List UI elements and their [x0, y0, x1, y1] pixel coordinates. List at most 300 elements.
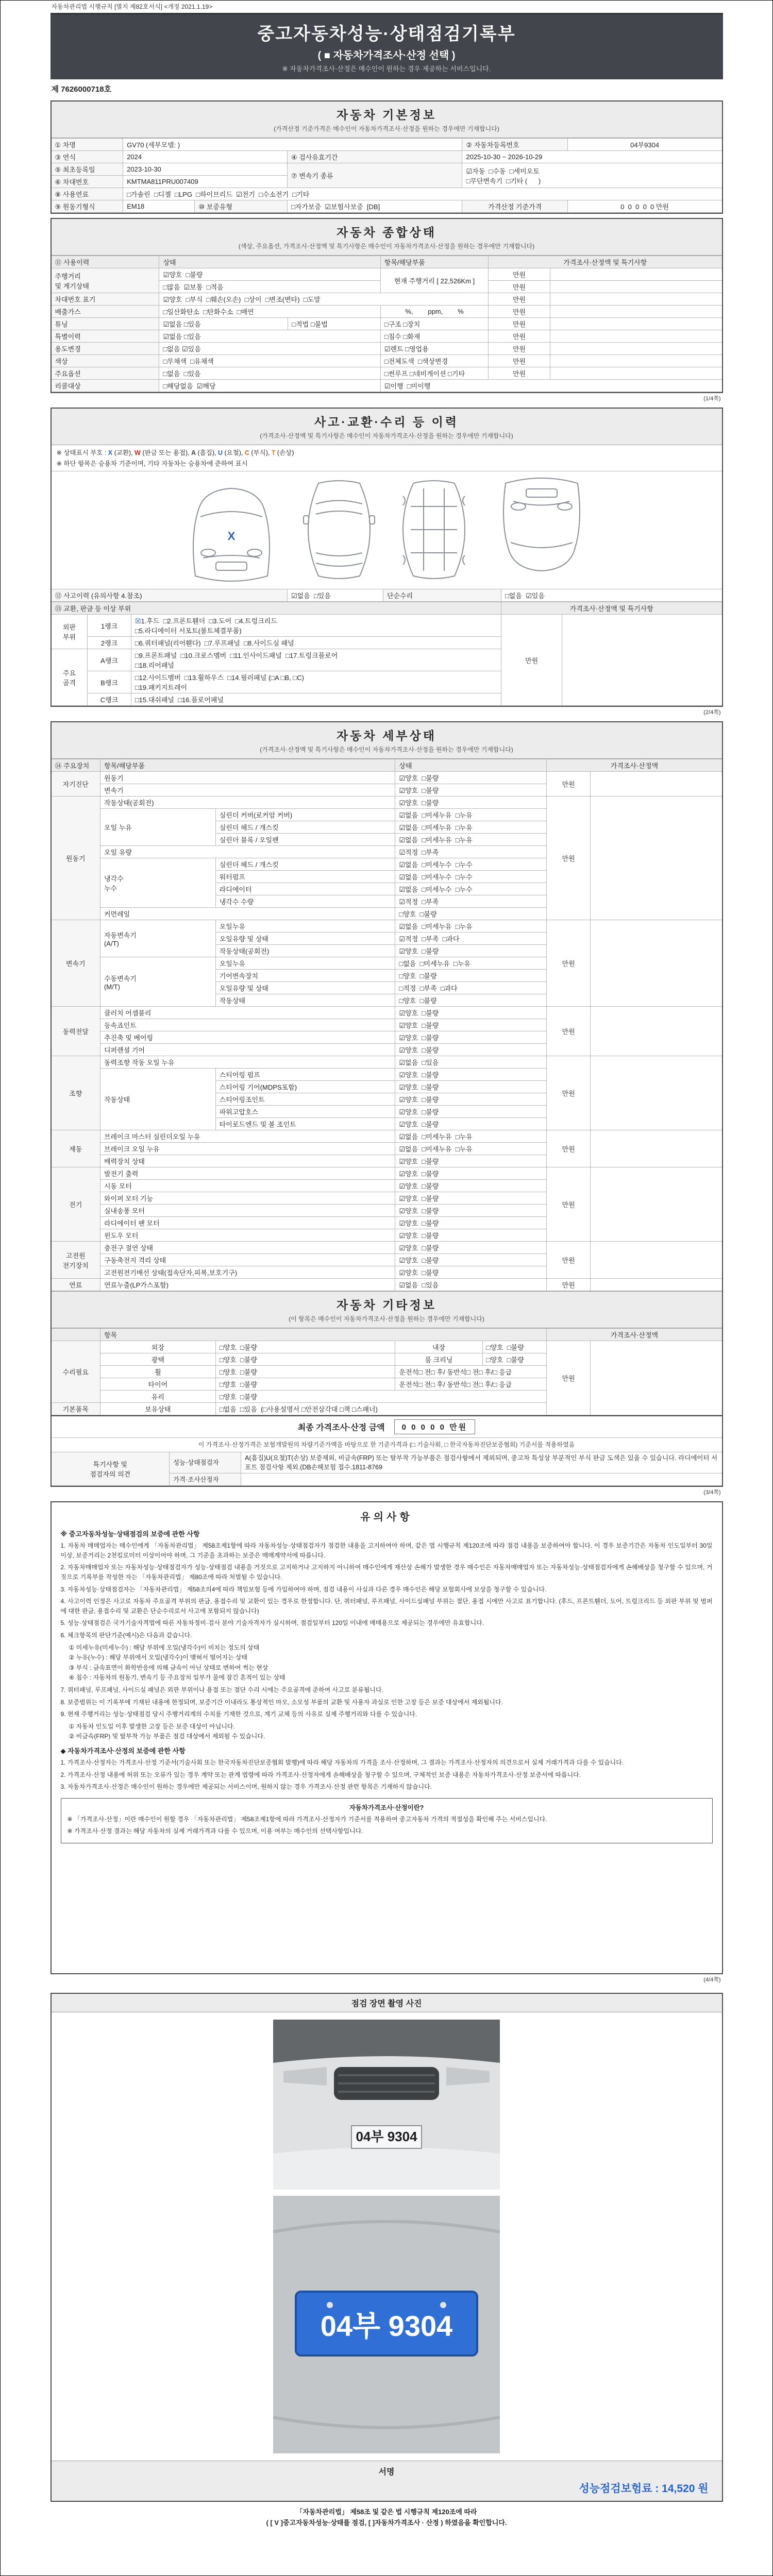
table-cell: 고전원 전기장치 [52, 1242, 100, 1279]
table-cell: C랭크 [88, 693, 131, 706]
checkbox-group-cell[interactable]: ☑없음 □미세누유 □누유 [395, 1130, 547, 1143]
checkbox-group-cell[interactable]: □양호 □불량 [215, 1391, 547, 1403]
confirmation-footer [51, 2507, 723, 2529]
notice-item: 3. 자동차가격조사·산정은 매수인이 원하는 경우에만 제공되는 서비스이며, 원하지 않는 경우 가격조사·산정 관련 항목은 기재하지 않습니다. [60, 1783, 432, 1791]
checkbox-group-cell[interactable]: ☑없음 □미세누유 □누유 [395, 834, 547, 846]
checkbox-group-cell[interactable]: ☑양호 □불량 [395, 1106, 547, 1118]
state-code-label: (흠집), [196, 449, 218, 456]
notice-sub-item: ① 미세누유(미세누수) : 해당 부위에 오일(냉각수)이 비치는 정도의 상태 [69, 1643, 260, 1651]
checkbox-group-cell[interactable]: ☑양호 □불량 [395, 784, 547, 796]
table-cell: 고전원전기배선 상태(접속단자,피복,보호기구) [100, 1266, 395, 1279]
final-price-row [52, 1415, 722, 1437]
table-cell: 전기 [52, 1167, 100, 1242]
checkbox-group-cell[interactable]: ☑양호 □불량 [395, 1044, 547, 1056]
final-price-label: 최종 가격조사·산정 금액 [297, 1423, 385, 1432]
table-cell: 와이퍼 모터 기능 [100, 1192, 395, 1205]
table-cell [550, 367, 721, 380]
checkbox-group-cell[interactable]: □썬루프 □네비게이션 □기타 [380, 367, 488, 380]
table-cell: 외장 [100, 1341, 215, 1353]
photo-plate-closeup [273, 2196, 500, 2453]
document-masthead [51, 13, 723, 79]
section-etc-header [52, 1291, 722, 1328]
checkbox-group-cell[interactable]: □해당없음 ☑해당 [159, 380, 380, 392]
table-cell: 가격·조사산정자 [169, 1473, 241, 1486]
table-row [52, 615, 722, 637]
checkbox-group-cell[interactable]: ☑양호 □불량 [395, 1093, 547, 1106]
notice-sub-item: ② 누유(누수) : 해당 부위에서 오일(냉각수)이 맺혀서 떨어지는 상태 [69, 1654, 248, 1662]
checkbox-group-cell[interactable]: ☑양호 □불량 [395, 1155, 547, 1167]
checkbox-group-cell[interactable]: □많음 ☑보통 □적음 [159, 281, 380, 293]
table-cell: 타이로드엔드 및 볼 조인트 [215, 1118, 395, 1130]
section-etc-title: 자동차 기타정보 [337, 1298, 436, 1312]
checkbox-group-cell[interactable]: ☑없음 □있음 [159, 318, 288, 330]
table-cell: 기어변속장치 [215, 970, 395, 982]
basic-info-table [52, 138, 722, 213]
notice-item: 5. 성능·상태점검은 국가기술자격법에 따른 자동차정비·검사 분야 기술자격자가 실시하며, 점검일부터 120일 이내에 매매용으로 제공되는 경우에만 유효합니다. [60, 1619, 484, 1627]
table-cell: 2025-10-30 ~ 2026-10-29 [462, 151, 722, 163]
section-overall-state [51, 218, 723, 393]
table-cell: 오일유량 및 상태 [215, 982, 395, 994]
detail-state-table [52, 759, 722, 1291]
checkbox-group-cell[interactable]: 운전석□ 전□ 후/ 동반석□ 전□ 후/□ 응급 [395, 1366, 547, 1378]
page-marker-1: (1/4쪽) [703, 396, 721, 402]
section-basic-info [51, 100, 723, 214]
table-row [52, 268, 722, 281]
checkbox-group-cell[interactable]: □없음 □있음 [159, 367, 380, 380]
table-cell: 가격조사·산정액 [547, 1329, 722, 1341]
section-overall-title: 자동차 종합상태 [337, 226, 436, 239]
checkbox-group-cell[interactable]: ☑양호 □불량 [395, 1007, 547, 1019]
table-cell: ③ 연식 [52, 151, 123, 163]
table-row [52, 920, 722, 933]
table-cell: 광택 [100, 1353, 215, 1366]
checkbox-group-cell[interactable]: ☑양호 □불량 [395, 1167, 547, 1180]
table-cell: 보유상태 [100, 1403, 215, 1415]
table-cell: A랭크 [88, 649, 131, 671]
checkbox-group-cell[interactable]: ☑양호 □불량 [395, 796, 547, 809]
checkbox-group-cell[interactable]: □양호 □불량 [215, 1366, 395, 1378]
checkbox-group-cell[interactable]: ☑적정 □부족 □과다 [395, 933, 547, 945]
checkbox-group-cell[interactable]: □일산화탄소 □탄화수소 □매연 [159, 306, 380, 318]
table-cell: 특기사항 및 점검자의 의견 [52, 1452, 170, 1486]
checkbox-group-cell[interactable]: ☑렌트 □영업용 [380, 343, 488, 355]
table-row [52, 256, 722, 268]
checkbox-group-cell[interactable]: ☑양호 □불량 [395, 1229, 547, 1242]
state-code-label: (손상) [275, 449, 294, 456]
table-row [52, 306, 722, 318]
signature-band [52, 2461, 722, 2501]
section-notices [51, 1501, 723, 1974]
state-code-legend [52, 445, 722, 458]
checkbox-group-cell[interactable]: ☑없음 □미세누수 □누수 [395, 883, 547, 895]
notice-item: 7. 쿼터패널, 루프패널, 사이드실 패널은 외판 부위이나 용접 또는 절단 수리 시에는 주요골격에 준하여 사고로 분류됩니다. [60, 1686, 383, 1693]
table-cell: 실린더 헤드 / 개스킷 [215, 821, 395, 834]
table-cell: 주행거리 및 계기상태 [52, 268, 159, 293]
table-cell: 만원 [547, 1056, 591, 1130]
table-cell [550, 281, 721, 293]
document-number: 제 7626000718호 [51, 85, 112, 94]
checkbox-group-cell[interactable]: ☑없음 □있음 [287, 589, 383, 602]
table-cell: 실린더 블록 / 오일팬 [215, 834, 395, 846]
table-cell: 룸 크리닝 [395, 1353, 482, 1366]
section-accident-title: 사고·교환·수리 등 이력 [314, 415, 459, 429]
table-cell [550, 293, 721, 306]
checkbox-group-cell[interactable]: □양호 □불량 [395, 994, 547, 1007]
table-cell [52, 1329, 100, 1341]
table-cell: 작동상태 [100, 1069, 215, 1130]
checkbox-group-cell[interactable]: ☑양호 □불량 [395, 1192, 547, 1205]
section-basic-title: 자동차 기본정보 [337, 108, 436, 122]
checkbox-group-cell[interactable]: □양호 □불량 [482, 1341, 547, 1353]
checkbox-group-cell[interactable]: ☑양호 □불량 [395, 1205, 547, 1217]
checkbox-group-cell[interactable]: ☑적정 □부족 [395, 846, 547, 858]
checkbox-group-cell[interactable]: ☑양호 □불량 [395, 1031, 547, 1044]
checkbox-group-cell[interactable]: □전체도색 □색상변경 [380, 355, 488, 367]
table-row [52, 1452, 722, 1473]
table-cell: 만원 [489, 293, 550, 306]
table-row [52, 602, 722, 615]
table-cell: 만원 [489, 281, 550, 293]
checkbox-group-cell[interactable]: ☑양호 □불량 [395, 1069, 547, 1081]
checkbox-group-cell[interactable]: □자가보증 ☑보험사보증 [DB] [287, 200, 462, 213]
checkbox-group-cell[interactable]: ☑이행 □미이행 [380, 380, 721, 392]
x-exchange-checkbox[interactable]: ☒ [135, 617, 141, 625]
etc-info-table [52, 1328, 722, 1415]
checkbox-group-cell[interactable]: ☑없음 □미세누수 □누수 [395, 871, 547, 883]
notice-item: 4. 사고이력 인정은 사고로 자동차 주요골격 부위의 판금, 용접수리 및 교환이 있는 경우로 한정합니다. 단, 쿼터패널, 루프패널, 사이드실패널 부위는 절단, 용접 시에만 사고로 표기합니다. (후드, 프론트휀더, 도어, 트렁크리드 등 외판 부위 및 범퍼에 대한 판금, 용접수리 및 교환은 단순수리로서 사고에 포함되지 않습니다) [60, 1598, 713, 1615]
table-cell: 만원 [547, 796, 591, 920]
table-cell: 04부9304 [567, 139, 721, 151]
checkbox-group-cell[interactable]: ☑양호 □불량 [395, 1081, 547, 1093]
table-row [52, 151, 722, 163]
table-row [52, 1130, 722, 1143]
table-cell: 항목 [100, 1329, 546, 1341]
checkbox-group-cell[interactable]: □가솔린 □디젤 □LPG □하이브리드 ☑전기 □수소전기 □기타 [123, 188, 722, 200]
table-cell: 연료누출(LP가스포함) [100, 1279, 395, 1291]
page-marker-2: (2/4쪽) [703, 709, 721, 716]
notice-item: 1. 가격조사·산정자는 가격조사·산정 기준서(기술사회 또는 한국자동차진단보증협회 발행)에 따라 해당 자동차의 가격을 조사·산정하며, 그 결과는 가격조사·산정자의 의견으로서 실제 거래가격과 다를 수 있습니다. [60, 1758, 624, 1766]
table-cell: 제동 [52, 1130, 100, 1167]
accident-summary-table [52, 589, 722, 602]
table-cell: ④ 검사유효기간 [287, 151, 462, 163]
section-accident-history [51, 408, 723, 707]
table-cell: 만원 [547, 1341, 591, 1415]
table-cell: ⑩ 보증유형 [195, 200, 288, 213]
table-cell: 항목/해당부품 [100, 759, 395, 772]
table-cell: 디퍼렌셜 기어 [100, 1044, 395, 1056]
notice-item: 1. 자동차 매매업자는 매수인에게 「자동차관리법」 제58조제1항에 따라 자동차성능·상태점검자가 점검한 내용을 고지하여야 하며, 같은 법 시행규칙 제120조에 따라 점검 내용을 보증하여야 합니다. 이 경우 보증기간은 자동차 인도일부터 30일 이상, 보증거리는 2천킬로미터 이상이어야 하며, 그 기준을 초과하는 보증은 매매계약서에 따릅니다. [60, 1542, 713, 1559]
checkbox-group-cell[interactable]: ☑양호 □불량 [159, 268, 380, 281]
checkbox-group-cell[interactable]: □양호 □불량 [215, 1378, 395, 1391]
table-cell: ⑭ 주요장치 [52, 759, 100, 772]
table-cell: 상태 [159, 256, 380, 268]
photo2-plate-text: 04부 9304 [320, 2310, 453, 2343]
table-cell: 가격조사·산정액 [547, 759, 722, 772]
table-cell [590, 1167, 721, 1242]
table-row [52, 589, 722, 602]
state-code-label: (부식), [249, 449, 272, 456]
state-code-label: (요철), [222, 449, 245, 456]
state-code-label: (교환), [112, 449, 135, 456]
table-cell: 자동변속기 (A/T) [100, 920, 215, 957]
table-row [52, 1341, 722, 1353]
table-cell: 실린더 헤드 / 개스킷 [215, 858, 395, 871]
table-row [52, 1242, 722, 1254]
table-cell [590, 796, 721, 920]
table-cell: 상태 [395, 759, 547, 772]
table-cell: 색상 [52, 355, 159, 367]
notice-sub-item: ① 자동차 인도일 이후 발생한 고장 등은 보증 대상이 아닙니다. [69, 1722, 235, 1730]
checkbox-group-cell[interactable]: ☑없음 □미세누유 □누유 [395, 1143, 547, 1155]
table-cell [241, 1473, 722, 1486]
checkbox-group-cell[interactable]: □무채색 □유채색 [159, 355, 380, 367]
state-code-letter: T [271, 449, 276, 456]
notice-item: 2. 가격조사·산정 내용에 허위 또는 오류가 있는 경우 계약 또는 관계 법령에 따라 가격조사·산정자에게 손해배상을 청구할 수 있으며, 구체적인 보증 내용은 자동차가격조사·산정 보증서에 따릅니다. [60, 1771, 581, 1778]
checkbox-group-cell[interactable]: 운전석□ 전□ 후/ 동반석□ 전□ 후/□ 응급 [395, 1378, 547, 1391]
table-cell [590, 1056, 721, 1130]
table-cell [590, 920, 721, 1007]
table-row [52, 330, 722, 343]
table-cell: 외판 부위 [52, 615, 88, 649]
checkbox-group-cell[interactable]: □양호 □불량 [482, 1353, 547, 1366]
table-cell: 용도변경 [52, 343, 159, 355]
checkbox-group-cell[interactable]: □9.프론트패널 □10.크로스멤버 □11.인사이드패널 □17.트렁크플로어 □18.리어패널 [131, 649, 501, 671]
checkbox-group-cell[interactable]: ☑양호 □불량 [395, 1217, 547, 1229]
table-cell: 특별이력 [52, 330, 159, 343]
table-cell: 오일 누유 [100, 809, 215, 846]
table-cell: 만원 [547, 1007, 591, 1056]
notice-sub-item: ④ 침수 : 자동차의 원동기, 변속기 등 주요장치 일부가 물에 잠긴 흔적이 있는 상태 [69, 1674, 285, 1682]
table-cell: 실린더 커버(로커암 커버) [215, 809, 395, 821]
checkbox-group-cell[interactable]: ☒1.후드 □2.프론트휀더 □3.도어 □4.트렁크리드 □5.라디에이터 서포트(볼트체결부품) [131, 615, 501, 637]
state-code-letter: A [191, 449, 196, 456]
page-marker-4: (4/4쪽) [703, 1977, 721, 1984]
table-cell: 냉각수 누수 [100, 858, 215, 908]
section-etc-sub: (이 항목은 매수인이 자동차가격조사·산정을 원하는 경우에만 기재합니다) [289, 1315, 484, 1323]
table-cell: %, ppm, % [380, 306, 488, 318]
notice-heading-2: ◆ 자동차가격조사·산정의 보증에 관한 사항 [60, 1747, 186, 1755]
table-cell: 작동상태 [215, 994, 395, 1007]
table-row [52, 1279, 722, 1291]
table-row [52, 1167, 722, 1180]
section-overall-sub: (색상, 주요옵션, 가격조사·산정액 및 특기사항은 매수인이 자동차가격조사·산정을 원하는 경우에만 기재합니다) [238, 243, 535, 250]
table-row [52, 355, 722, 367]
table-cell: KMTMA811PRU007409 [123, 176, 288, 188]
table-cell: 1랭크 [88, 615, 131, 637]
table-cell: 스티어링조인트 [215, 1093, 395, 1106]
table-cell: ⑨ 원동기형식 [52, 200, 123, 213]
table-cell: 구동축전지 격리 상태 [100, 1254, 395, 1266]
table-cell [550, 330, 721, 343]
table-cell: 시동 모터 [100, 1180, 395, 1192]
table-row [52, 343, 722, 355]
table-cell [590, 1279, 721, 1291]
table-cell: 차대번호 표기 [52, 293, 159, 306]
table-cell: EM18 [123, 200, 195, 213]
notice-items-pricing [61, 1758, 713, 1792]
panel-rank-table [52, 602, 722, 706]
table-cell: ⑪ 사용이력 [52, 256, 159, 268]
accident-note-2: ※ 하단 항목은 승용차 기준이며, 기타 자동차는 승용차에 준하여 표시 [56, 460, 248, 467]
checkbox-group-cell[interactable]: □없음 ☑있음 [501, 589, 721, 602]
table-row [52, 318, 722, 330]
state-code-letter: X [108, 449, 113, 456]
checkbox-group-cell[interactable]: □12.사이드멤버 □13.휠하우스 □14.필러패널 (□A □B, □C) □19.패키지트레이 [131, 671, 501, 693]
section-detail-state [51, 721, 723, 1487]
table-cell: 만원 [489, 367, 550, 380]
table-cell: 스티어링 기어(MDPS포함) [215, 1081, 395, 1093]
car-rear-top-view-diagram [490, 476, 593, 584]
checkbox-group-cell[interactable]: □적법 □불법 [288, 318, 381, 330]
table-cell: 자기진단 [52, 772, 100, 796]
table-cell: 커먼레일 [100, 908, 395, 920]
checkbox-group-cell[interactable]: □양호 □불량 [215, 1341, 395, 1353]
table-row [52, 1007, 722, 1019]
table-cell: ⑧ 사용연료 [52, 188, 123, 200]
checkbox-group-cell[interactable]: □구조 □장치 [380, 318, 488, 330]
price-definition-title: 자동차가격조사·산정이란? [349, 1804, 424, 1811]
signature-label[interactable]: 서명 [378, 2468, 395, 2477]
table-cell: 실내송풍 모터 [100, 1205, 395, 1217]
checkbox-group-cell[interactable]: ☑양호 □불량 [395, 1019, 547, 1031]
checkbox-group-cell[interactable]: ☑양호 □불량 [395, 1118, 547, 1130]
checkbox-group-cell[interactable]: ☑없음 □있음 [159, 330, 380, 343]
checkbox-group-cell[interactable]: ☑양호 □부식 □훼손(오손) □상이 □변조(변타) □도말 [159, 293, 489, 306]
notice-item: 8. 보증범위는 이 기록부에 기재된 내용에 한정되며, 보증기간 이내라도 통상적인 마모, 소모성 부품의 교환 및 사용자 과실로 인한 고장 등은 보증 대상에서 제외됩니다. [60, 1698, 503, 1706]
checkbox-group-cell[interactable]: □적정 □부족 □과다 [395, 982, 547, 994]
table-row [52, 163, 722, 176]
section-basic-sub: (가격산정 기준가격은 매수인이 자동차가격조사·산정을 원하는 경우에만 기재합니다) [274, 125, 499, 132]
photo-area [52, 2012, 722, 2461]
form-reference: 자동차관리법 시행규칙 [별지 제82호서식] <개정 2021.1.19> [51, 3, 213, 10]
section-accident-sub: (가격조사·산정액 및 특기사항은 매수인이 자동차가격조사·산정을 원하는 경우에만 기재합니다) [260, 432, 513, 439]
page-marker-3: (3/4쪽) [703, 1489, 721, 1496]
table-cell: 만원 [501, 615, 562, 706]
table-cell: ⑤ 최초등록일 [52, 163, 123, 176]
overall-state-table [52, 256, 722, 392]
table-cell: 오일누유 [215, 957, 395, 970]
table-cell [590, 1341, 721, 1415]
checkbox-group-cell[interactable]: □15.대쉬패널 □16.플로어패널 [131, 693, 501, 706]
table-cell: 오일 유량 [100, 846, 395, 858]
state-code-letter: U [217, 449, 223, 456]
table-cell: 현재 주행거리 [ 22,526Km ] [380, 268, 488, 293]
table-cell: ⑫ 사고이력 (유의사항 4.참조) [52, 589, 288, 602]
table-cell: GV70 (세부모델: ) [123, 139, 462, 151]
section-accident-header [52, 409, 722, 445]
table-cell: ① 차명 [52, 139, 123, 151]
checkbox-group-cell[interactable]: ☑양호 □불량 [395, 1254, 547, 1266]
table-cell: 동력조향 작동 오일 누유 [100, 1056, 395, 1069]
table-cell: 오일유량 및 상태 [215, 933, 395, 945]
checkbox-group-cell[interactable]: □6.쿼터패널(리어휀다) □7.루프패널 □8.사이드실 패널 [131, 637, 501, 649]
checkbox-group-cell[interactable]: ☑없음 □미세누유 □누유 [395, 809, 547, 821]
table-cell: 가격산정 기준가격 [462, 200, 567, 213]
checkbox-group-cell[interactable]: □없음 □있음 (□사용설명서 □안전삼각대 □잭 □스패너) [215, 1403, 547, 1415]
table-cell: 변속기 [100, 784, 395, 796]
notice-item: 9. 현재 주행거리는 성능·상태점검 당시 주행거리계의 수치를 기재한 것으로, 계기 교체 등의 사유로 실제 주행거리와 다를 수 있습니다. [60, 1710, 417, 1718]
table-cell: 주요옵션 [52, 367, 159, 380]
table-cell: 만원 [547, 1130, 591, 1167]
checkbox-group-cell[interactable]: ☑적정 □부족 [395, 895, 547, 908]
checkbox-group-cell[interactable]: ☑양호 □불량 [395, 1266, 547, 1279]
table-cell: 2024 [123, 151, 288, 163]
table-cell: 리콜대상 [52, 380, 159, 392]
checkbox-group-cell[interactable]: ☑양호 □불량 [395, 945, 547, 957]
notice-sub-item: ③ 부식 : 금속표면이 화학반응에 의해 금속이 아닌 상태로 변하여 썩는 현상 [69, 1664, 268, 1671]
checkbox-group-cell[interactable]: ☑없음 □있음 [395, 1279, 547, 1291]
table-cell [550, 318, 721, 330]
checkbox-group-cell[interactable]: □양호 □불량 [215, 1353, 395, 1366]
checkbox-group-cell[interactable]: □없음 ☑있음 [159, 343, 380, 355]
table-cell: 항목/해당부품 [380, 256, 488, 268]
table-cell: 단순수리 [383, 589, 501, 602]
photo-section-title: 점검 장면 촬영 사진 [52, 1994, 722, 2012]
table-row [52, 293, 722, 306]
table-cell: 가격조사·산정액 및 특기사항 [489, 256, 722, 268]
table-cell: 작동상태(공회전) [215, 945, 395, 957]
table-cell: 타이어 [100, 1378, 215, 1391]
legend-prefix: ※ 상태표시 부호 : [56, 449, 108, 456]
table-cell: 라디에이터 팬 모터 [100, 1217, 395, 1229]
table-cell: 만원 [547, 1279, 591, 1291]
checkbox-group-cell[interactable]: ☑없음 □미세누수 □누수 [395, 858, 547, 871]
table-cell: 충전구 절연 상태 [100, 1242, 395, 1254]
table-cell: 내장 [395, 1341, 482, 1353]
table-cell: 유리 [100, 1391, 215, 1403]
table-cell: B랭크 [88, 671, 131, 693]
state-code-letter: W [135, 449, 141, 456]
section-photos [51, 1993, 723, 2502]
table-cell: 배력장치 상태 [100, 1155, 395, 1167]
table-cell: ⑬ 교환, 판금 등 이상 부위 [52, 602, 501, 615]
table-cell: 원동기 [52, 796, 100, 920]
table-cell: 튜닝 [52, 318, 159, 330]
checkbox-group-cell[interactable]: □양호 □불량 [395, 908, 547, 920]
price-basis-note[interactable]: 이 가격조사·산정가격은 보험개발원의 차량기준가액을 바탕으로 한 기준가격과 (□ 기술사회, □ 한국자동차진단보증협회) 기준서를 적용하였음 [52, 1437, 722, 1452]
checkbox-group-cell[interactable]: □양호 □불량 [395, 970, 547, 982]
checkbox-group-cell[interactable]: ☑없음 □있음 [395, 1056, 547, 1069]
table-cell: 작동상태(공회전) [100, 796, 395, 809]
checkbox-group-cell[interactable]: ☑양호 □불량 [395, 1242, 547, 1254]
checkbox-group-cell[interactable]: ☑양호 □불량 [395, 772, 547, 784]
section-basic-header [52, 101, 722, 138]
table-cell: ⑥ 차대번호 [52, 176, 123, 188]
table-cell: 2랭크 [88, 637, 131, 649]
table-cell: 라디에이터 [215, 883, 395, 895]
checkbox-group-cell[interactable]: □침수 □화재 [380, 330, 488, 343]
inspector-opinion-table [52, 1452, 722, 1486]
checkbox-group-cell[interactable]: ☑자동 □수동 □세미오토 □무단변속기 □기타 ( ) [462, 163, 722, 188]
checkbox-group-cell[interactable]: □없음 □미세누유 □누유 [395, 957, 547, 970]
table-cell: 가격조사·산정액 및 특기사항 [501, 602, 721, 615]
price-definition-box [61, 1798, 713, 1843]
document-note: ※ 자동차가격조사·산정은 매수인이 원하는 경우 제공하는 서비스입니다. [282, 65, 491, 73]
car-damage-diagrams [52, 471, 722, 589]
table-row [52, 772, 722, 784]
table-cell: 등속죠인트 [100, 1019, 395, 1031]
table-cell: 만원 [489, 306, 550, 318]
checkbox-group-cell[interactable]: ☑없음 □미세누유 □누유 [395, 821, 547, 834]
checkbox-group-cell[interactable]: ☑양호 □불량 [395, 1180, 547, 1192]
section-detail-sub: (가격조사·산정액 및 특기사항은 매수인이 자동차가격조사·산정을 원하는 경우에만 기재합니다) [260, 746, 513, 753]
car-top-view-diagram [300, 476, 378, 584]
notice-item: 3. 자동차성능·상태점검자는 「자동차관리법」 제58조의4에 따라 책임보험 등에 가입하여야 하며, 점검 내용이 사실과 다른 경우 매수인은 해당 보험회사에 보상을 청구할 수 있습니다. [60, 1585, 547, 1593]
table-cell [550, 306, 721, 318]
checkbox-group-cell[interactable]: ☑없음 □미세누유 □누유 [395, 920, 547, 933]
table-cell [550, 268, 721, 281]
table-cell: 만원 [489, 330, 550, 343]
